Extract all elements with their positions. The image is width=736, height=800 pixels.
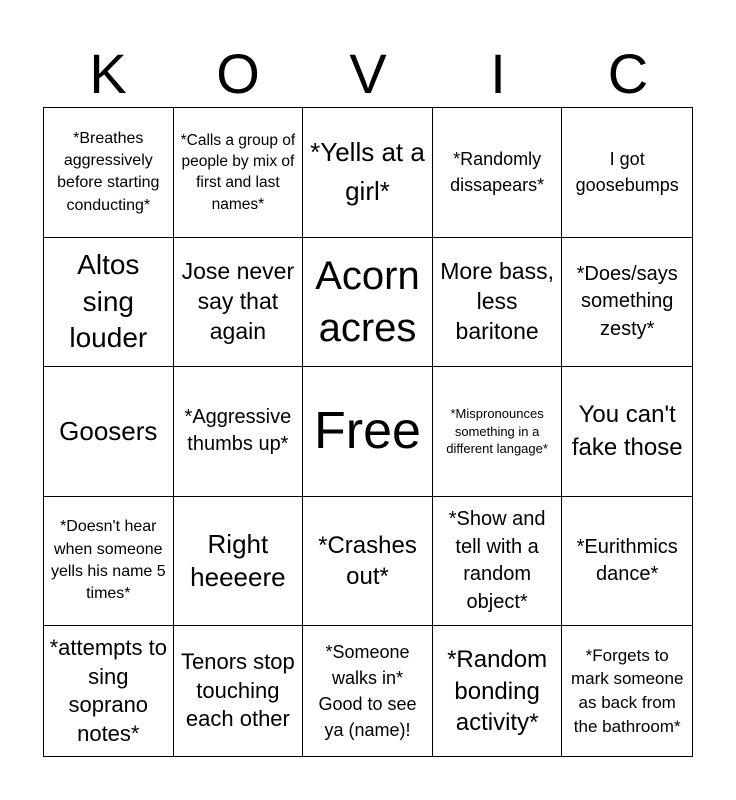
cell-text: *Eurithmics dance* — [576, 535, 678, 586]
cell-text: *Does/says something zesty* — [576, 262, 678, 340]
bingo-cell-r4-c4[interactable] — [433, 497, 563, 627]
cell-text: Free — [314, 401, 421, 460]
bingo-cell-r1-c2[interactable] — [174, 108, 304, 238]
bingo-cell-r3-c5[interactable] — [562, 367, 692, 497]
bingo-cell-r3-c2[interactable] — [174, 367, 304, 497]
header-letter-c: C — [607, 42, 649, 105]
cell-text: You can't fake those — [571, 400, 683, 462]
cell-text: *attempts to sing soprano notes* — [49, 635, 167, 746]
bingo-cell-r5-c3[interactable] — [303, 626, 433, 756]
cell-text: *Aggressive thumbs up* — [184, 405, 292, 456]
cell-text: *Yells at a girl* — [310, 137, 425, 207]
bingo-cell-r1-c5[interactable] — [562, 108, 692, 238]
bingo-cell-r4-c5[interactable] — [562, 497, 692, 627]
cell-text: *Someone walks in* Good to see ya (name)! — [318, 642, 417, 741]
bingo-cell-r4-c2[interactable] — [174, 497, 304, 627]
cell-text: *Forgets to mark someone as back from the bathroom* — [570, 645, 684, 736]
bingo-header — [43, 40, 693, 108]
cell-text: *Mispronounces something in a different langage* — [446, 405, 548, 457]
header-letter-o: O — [216, 42, 260, 105]
cell-text: *Show and tell with a random object* — [448, 507, 546, 613]
bingo-cell-r2-c3[interactable] — [303, 238, 433, 368]
bingo-cell-r3-c3[interactable] — [303, 367, 433, 497]
cell-text: *Random bonding activity* — [447, 646, 548, 736]
bingo-cell-r4-c1[interactable] — [44, 497, 174, 627]
cell-text: *Breathes aggressively before starting conducting* — [57, 129, 160, 214]
cell-text: More bass, less baritone — [440, 258, 554, 344]
cell-text: *Randomly dissapears* — [450, 149, 545, 196]
bingo-board — [43, 107, 693, 757]
bingo-cell-r4-c3[interactable] — [303, 497, 433, 627]
cell-text: I got goosebumps — [575, 149, 679, 196]
bingo-cell-r2-c1[interactable] — [44, 238, 174, 368]
cell-text: Jose never say that again — [181, 258, 295, 344]
cell-text: *Crashes out* — [318, 531, 417, 591]
bingo-cell-r2-c2[interactable] — [174, 238, 304, 368]
cell-text: Right heeeere — [190, 528, 286, 593]
cell-text: *Doesn't hear when someone yells his name 5 times* — [50, 518, 166, 603]
bingo-cell-r2-c5[interactable] — [562, 238, 692, 368]
bingo-cell-r5-c4[interactable] — [433, 626, 563, 756]
bingo-cell-r1-c3[interactable] — [303, 108, 433, 238]
bingo-cell-r5-c1[interactable] — [44, 626, 174, 756]
bingo-cell-r1-c1[interactable] — [44, 108, 174, 238]
bingo-cell-r5-c5[interactable] — [562, 626, 692, 756]
cell-text: Acorn acres — [315, 253, 420, 350]
header-letter-i: I — [490, 42, 506, 105]
bingo-cell-r2-c4[interactable] — [433, 238, 563, 368]
header-letter-v: V — [349, 42, 387, 105]
cell-text: Goosers — [59, 415, 158, 446]
cell-text: *Calls a group of people by mix of first and last names* — [180, 131, 296, 213]
header-letter-k: K — [89, 42, 127, 105]
bingo-cell-r3-c4[interactable] — [433, 367, 563, 497]
bingo-cell-r1-c4[interactable] — [433, 108, 563, 238]
cell-text: Tenors stop touching each other — [181, 649, 295, 732]
bingo-cell-r3-c1[interactable] — [44, 367, 174, 497]
cell-text: Altos sing louder — [69, 249, 148, 354]
bingo-cell-r5-c2[interactable] — [174, 626, 304, 756]
